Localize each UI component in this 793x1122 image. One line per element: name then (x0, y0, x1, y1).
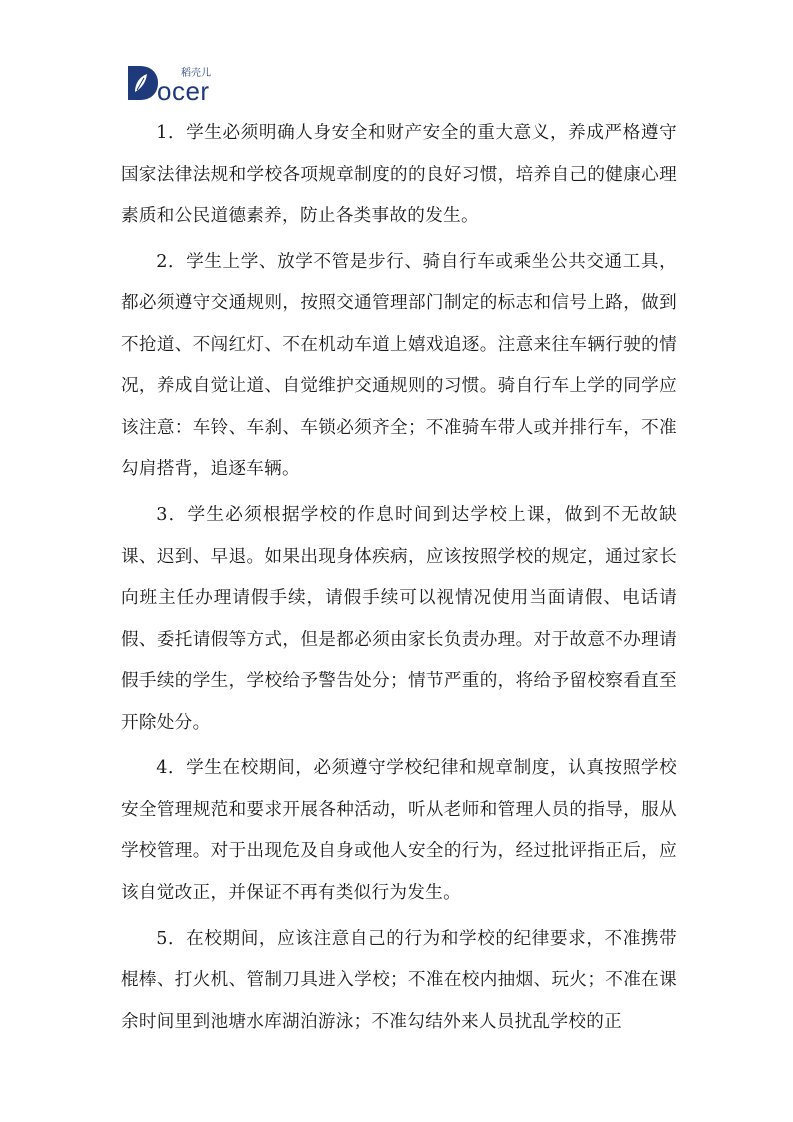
paragraph-3: 3．学生必须根据学校的作息时间到达学校上课，做到不无故缺课、迟到、早退。如果出现身体疾病，应该按照学校的规定，通过家长向班主任办理请假手续，请假手续可以视情况使用当面请假、电话请假、委托请假等方式，但是都必须由家长负责办理。对于故意不办理请假手续的学生，学校给予警告处分；情节严重的，将给予留校察看直至开除处分。 (121, 505, 677, 733)
paragraph-5: 5．在校期间，应该注意自己的行为和学校的纪律要求，不准携带棍棒、打火机、管制刀具进入学校；不准在校内抽烟、玩火；不准在课余时间里到池塘水库湖泊游泳；不准勾结外来人员扰乱学校的正 (121, 928, 677, 1032)
docer-logo (126, 62, 218, 104)
svg-text:ocer: ocer (157, 76, 210, 104)
docer-logo-mark (126, 62, 218, 104)
paragraph-1: 1．学生必须明确人身安全和财产安全的重大意义，养成严格遵守国家法律法规和学校各项规章制度的的良好习惯，培养自己的健康心理素质和公民道德素养，防止各类事故的发生。 (121, 123, 677, 226)
document-body (121, 113, 677, 1047)
paragraph-2: 2．学生上学、放学不管是步行、骑自行车或乘坐公共交通工具，都必须遵守交通规则，按照交通管理部门制定的标志和信号上路，做到不抢道、不闯红灯、不在机动车道上嬉戏追逐。注意来往车辆行驶的情况，养成自觉让道、自觉维护交通规则的习惯。骑自行车上学的同学应该注意：车铃、车刹、车锁必须齐全；不准骑车带人或并排行车，不准勾肩搭背，追逐车辆。 (121, 251, 677, 480)
paragraph-4: 4．学生在校期间，必须遵守学校纪律和规章制度，认真按照学校安全管理规范和要求开展各种活动，听从老师和管理人员的指导，服从学校管理。对于出现危及自身或他人安全的行为，经过批评指正后，应该自觉改正，并保证不再有类似行为发生。 (121, 758, 677, 903)
logo-cn-text: 稻壳儿 (181, 68, 211, 79)
